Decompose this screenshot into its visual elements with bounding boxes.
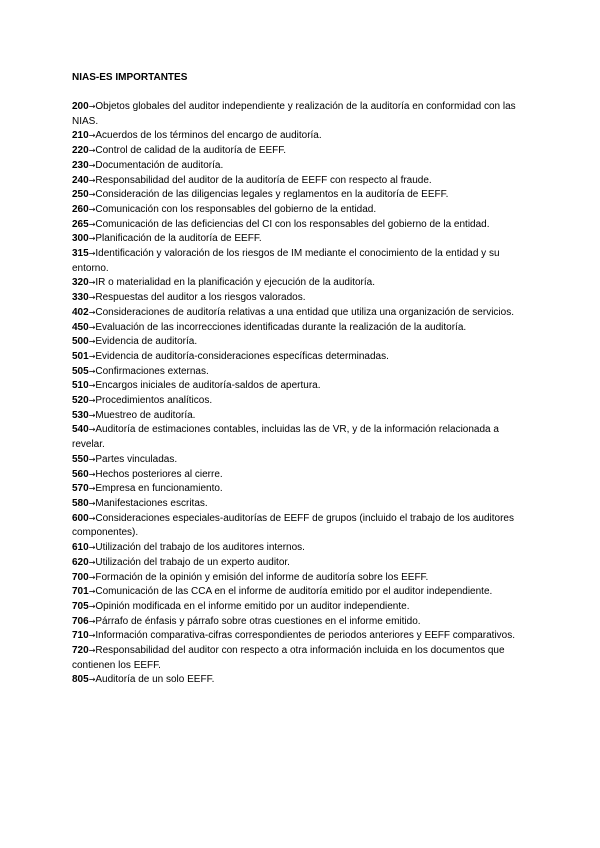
list-item xyxy=(72,350,522,365)
nia-description: Comunicación de las deficiencias del CI con los responsables del gobierno de la entidad. xyxy=(95,218,490,230)
arrow-right-icon: → xyxy=(88,484,96,494)
list-item xyxy=(72,365,522,380)
nia-description: Consideraciones especiales-auditorías de EEFF de grupos (incluido el trabajo de los auditores componentes). xyxy=(72,512,514,539)
arrow-right-icon: → xyxy=(88,131,96,141)
nia-description: Procedimientos analíticos. xyxy=(95,395,213,407)
nia-code: 706 xyxy=(72,615,89,627)
nia-code: 200 xyxy=(72,101,89,112)
arrow-right-icon: → xyxy=(88,322,96,332)
nia-code: 265 xyxy=(72,218,89,230)
arrow-right-icon: → xyxy=(88,646,96,656)
list-item xyxy=(72,247,522,276)
list-item xyxy=(72,409,522,424)
document-page xyxy=(72,71,522,688)
list-item xyxy=(72,541,522,556)
nia-code: 530 xyxy=(72,409,89,421)
nias-list xyxy=(72,100,522,688)
nia-description: IR o materialidad en la planificación y ejecución de la auditoría. xyxy=(95,277,375,289)
nia-description: Auditoría de estimaciones contables, incluidas las de VR, y de la información relacionada a revelar. xyxy=(72,424,499,451)
nia-code: 320 xyxy=(72,277,89,289)
list-item xyxy=(72,306,522,321)
list-item xyxy=(72,188,522,203)
arrow-right-icon: → xyxy=(88,425,96,435)
arrow-right-icon: → xyxy=(88,572,96,582)
nia-description: Formación de la opinión y emisión del informe de auditoría sobre los EEFF. xyxy=(95,571,429,583)
list-item xyxy=(72,335,522,350)
nia-code: 501 xyxy=(72,350,89,362)
list-item xyxy=(72,379,522,394)
arrow-right-icon: → xyxy=(88,513,96,523)
nia-code: 210 xyxy=(72,130,89,142)
nia-code: 330 xyxy=(72,292,89,304)
arrow-right-icon: → xyxy=(88,396,96,406)
arrow-right-icon: → xyxy=(88,307,96,317)
arrow-right-icon: → xyxy=(88,175,96,185)
nia-description: Partes vinculadas. xyxy=(95,453,178,465)
nia-code: 560 xyxy=(72,468,89,480)
nia-description: Respuestas del auditor a los riesgos valorados. xyxy=(95,292,306,304)
nia-code: 450 xyxy=(72,321,89,333)
nia-code: 240 xyxy=(72,174,89,186)
nia-code: 260 xyxy=(72,203,89,215)
list-item xyxy=(72,629,522,644)
arrow-right-icon: → xyxy=(88,278,96,288)
nia-code: 805 xyxy=(72,674,89,686)
nia-code: 701 xyxy=(72,586,89,598)
list-item xyxy=(72,453,522,468)
nia-code: 550 xyxy=(72,453,89,465)
arrow-right-icon: → xyxy=(88,616,96,626)
nia-code: 700 xyxy=(72,571,89,583)
nia-description: Información comparativa-cifras correspondientes de periodos anteriores y EEFF comparativos. xyxy=(95,630,516,642)
list-item xyxy=(72,615,522,630)
list-item xyxy=(72,129,522,144)
arrow-right-icon: → xyxy=(88,454,96,464)
arrow-right-icon: → xyxy=(88,102,96,111)
nia-description: Confirmaciones externas. xyxy=(95,365,209,377)
nia-description: Consideraciones de auditoría relativas a una entidad que utiliza una organización de servicios. xyxy=(95,306,514,318)
arrow-right-icon: → xyxy=(88,146,96,156)
nia-description: Comunicación con los responsables del gobierno de la entidad. xyxy=(95,203,377,215)
nia-code: 540 xyxy=(72,424,89,436)
nia-code: 720 xyxy=(72,645,89,657)
nia-description: Consideración de las diligencias legales y reglamentos en la auditoría de EEFF. xyxy=(95,189,449,201)
arrow-right-icon: → xyxy=(88,204,96,214)
nia-code: 500 xyxy=(72,336,89,348)
arrow-right-icon: → xyxy=(88,469,96,479)
arrow-right-icon: → xyxy=(88,587,96,597)
page-title: NIAS-ES IMPORTANTES xyxy=(72,72,188,83)
nia-code: 505 xyxy=(72,365,89,377)
nia-description: Utilización del trabajo de los auditores internos. xyxy=(95,542,305,554)
nia-description: Responsabilidad del auditor de la auditoría de EEFF con respecto al fraude. xyxy=(95,174,432,186)
list-item xyxy=(72,144,522,159)
nia-description: Identificación y valoración de los riesgos de IM mediante el conocimiento de la entidad y su entorno. xyxy=(72,248,500,274)
list-item xyxy=(72,556,522,571)
list-item xyxy=(72,100,522,129)
nia-description: Evidencia de auditoría-consideraciones específicas determinadas. xyxy=(95,350,389,362)
nia-code: 402 xyxy=(72,306,89,318)
nia-description: Comunicación de las CCA en el informe de auditoría emitido por el auditor independiente. xyxy=(95,586,493,598)
nia-code: 710 xyxy=(72,630,89,642)
nia-description: Empresa en funcionamiento. xyxy=(95,483,223,495)
list-item xyxy=(72,571,522,586)
arrow-right-icon: → xyxy=(88,557,96,567)
nia-code: 520 xyxy=(72,395,89,407)
list-item xyxy=(72,394,522,409)
nia-code: 610 xyxy=(72,542,89,554)
arrow-right-icon: → xyxy=(88,190,96,200)
arrow-right-icon: → xyxy=(88,498,96,508)
list-item xyxy=(72,203,522,218)
list-item xyxy=(72,159,522,174)
list-item xyxy=(72,174,522,189)
nia-code: 570 xyxy=(72,483,89,495)
nia-description: Manifestaciones escritas. xyxy=(95,497,208,509)
nia-description: Evidencia de auditoría. xyxy=(95,336,198,348)
list-item xyxy=(72,321,522,336)
nia-code: 580 xyxy=(72,497,89,509)
arrow-right-icon: → xyxy=(88,366,96,376)
arrow-right-icon: → xyxy=(88,337,96,347)
list-item xyxy=(72,291,522,306)
list-item xyxy=(72,673,522,688)
nia-code: 220 xyxy=(72,145,89,157)
nia-description: Planificación de la auditoría de EEFF. xyxy=(95,233,262,245)
nia-code: 620 xyxy=(72,556,89,568)
list-item xyxy=(72,644,522,673)
nia-description: Documentación de auditoría. xyxy=(95,159,224,171)
list-item xyxy=(72,497,522,512)
list-item xyxy=(72,482,522,497)
arrow-right-icon: → xyxy=(88,410,96,420)
nia-code: 315 xyxy=(72,248,89,260)
nia-description: Auditoría de un solo EEFF. xyxy=(95,674,215,686)
nia-code: 705 xyxy=(72,600,89,612)
nia-description: Evaluación de las incorrecciones identificadas durante la realización de la auditoría. xyxy=(95,321,467,333)
nia-description: Encargos iniciales de auditoría-saldos de apertura. xyxy=(95,380,321,392)
list-item xyxy=(72,218,522,233)
nia-code: 300 xyxy=(72,233,89,245)
nia-description: Muestreo de auditoría. xyxy=(95,409,196,421)
nia-description: Utilización del trabajo de un experto auditor. xyxy=(95,556,290,568)
arrow-right-icon: → xyxy=(88,249,96,259)
nia-description: Acuerdos de los términos del encargo de auditoría. xyxy=(95,130,322,142)
nia-description: Control de calidad de la auditoría de EEFF. xyxy=(95,145,287,157)
list-item xyxy=(72,585,522,600)
list-item xyxy=(72,600,522,615)
arrow-right-icon: → xyxy=(88,631,96,641)
arrow-right-icon: → xyxy=(88,675,96,685)
list-item xyxy=(72,276,522,291)
arrow-right-icon: → xyxy=(88,543,96,553)
nia-code: 510 xyxy=(72,380,89,392)
list-item xyxy=(72,423,522,452)
arrow-right-icon: → xyxy=(88,234,96,244)
nia-description: Objetos globales del auditor independiente y realización de la auditoría en conformidad con las NIAS. xyxy=(72,101,516,127)
arrow-right-icon: → xyxy=(88,160,96,170)
arrow-right-icon: → xyxy=(88,351,96,361)
arrow-right-icon: → xyxy=(88,381,96,391)
nia-description: Opinión modificada en el informe emitido por un auditor independiente. xyxy=(95,600,410,612)
nia-code: 230 xyxy=(72,159,89,171)
nia-description: Hechos posteriores al cierre. xyxy=(95,468,223,480)
nia-description: Responsabilidad del auditor con respecto a otra información incluida en los documentos que contienen los EEFF. xyxy=(72,645,505,671)
arrow-right-icon: → xyxy=(88,293,96,303)
nia-description: Párrafo de énfasis y párrafo sobre otras cuestiones en el informe emitido. xyxy=(95,615,421,627)
list-item xyxy=(72,468,522,483)
nia-code: 250 xyxy=(72,189,89,201)
list-item xyxy=(72,512,522,541)
nia-code: 600 xyxy=(72,512,89,524)
arrow-right-icon: → xyxy=(88,219,96,229)
arrow-right-icon: → xyxy=(88,601,96,611)
list-item xyxy=(72,232,522,247)
